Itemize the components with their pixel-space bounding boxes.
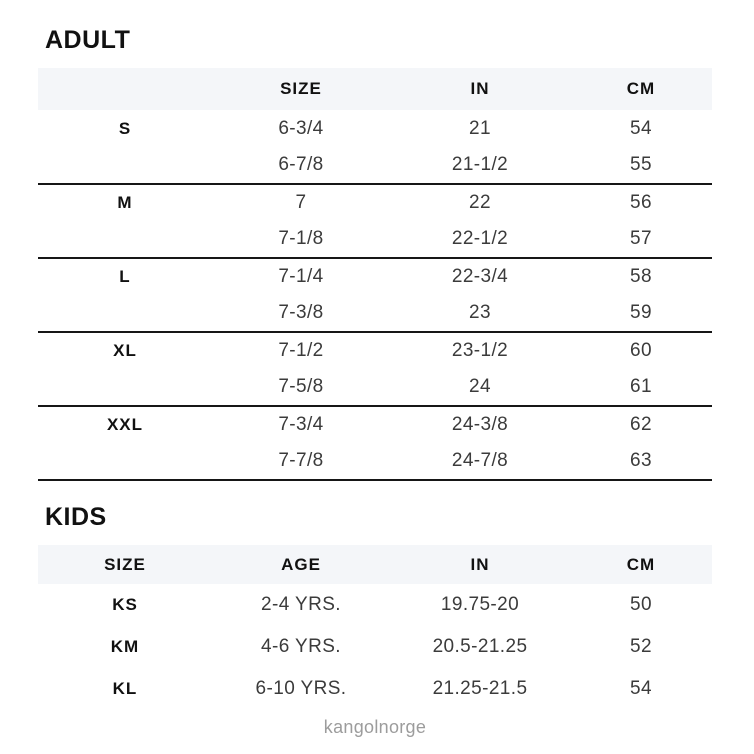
brand-watermark: kangolnorge: [323, 717, 427, 737]
cell-in: 22-3/4: [451, 266, 509, 287]
cell-size: 7-5/8: [278, 376, 324, 397]
cell-in: 23: [469, 302, 491, 323]
table-row: [38, 584, 712, 626]
cell-cm: 55: [630, 154, 652, 175]
cell-in: 21-1/2: [451, 154, 509, 175]
adult-group-xl: [38, 332, 712, 406]
table-row: [38, 184, 712, 221]
table-row: [38, 110, 712, 147]
cell-cm: 52: [630, 636, 652, 657]
size-group-label-empty: [38, 443, 212, 480]
kids-size-label: KM: [110, 637, 140, 656]
cell-cm: 61: [630, 376, 652, 397]
cell-in: 24-7/8: [451, 450, 509, 471]
cell-age: 6-10 YRS.: [255, 678, 347, 699]
kids-header-in: IN: [390, 545, 570, 584]
cell-cm: 57: [630, 228, 652, 249]
cell-size: 7-3/8: [278, 302, 324, 323]
cell-cm: 59: [630, 302, 652, 323]
cell-cm: 62: [630, 414, 652, 435]
cell-cm: 50: [630, 594, 652, 615]
adult-header-in: IN: [390, 68, 570, 110]
kids-header-cm: CM: [570, 545, 712, 584]
kids-size-table: [38, 545, 712, 710]
adult-header-cm: CM: [570, 68, 712, 110]
cell-cm: 56: [630, 192, 652, 213]
size-group-label: M: [117, 193, 133, 212]
adult-group-l: [38, 258, 712, 332]
cell-in: 22-1/2: [451, 228, 509, 249]
table-row: [38, 258, 712, 295]
table-row: [38, 668, 712, 710]
adult-header-row: [38, 68, 712, 110]
cell-size: 7-7/8: [278, 450, 324, 471]
cell-size: 6-7/8: [278, 154, 324, 175]
cell-size: 7-1/8: [278, 228, 324, 249]
adult-section-title: ADULT: [45, 26, 131, 54]
cell-size: 7-1/4: [278, 266, 324, 287]
table-row: [38, 147, 712, 184]
cell-in: 20.5-21.25: [432, 636, 528, 657]
cell-cm: 54: [630, 678, 652, 699]
cell-age: 4-6 YRS.: [261, 636, 341, 657]
cell-in: 24-3/8: [451, 414, 509, 435]
size-group-label: L: [119, 267, 131, 286]
table-row: [38, 406, 712, 443]
table-row: [38, 443, 712, 480]
table-row: [38, 332, 712, 369]
adult-header-size: SIZE: [212, 68, 390, 110]
size-group-label: XXL: [106, 415, 144, 434]
cell-in: 24: [469, 376, 491, 397]
cell-cm: 60: [630, 340, 652, 361]
table-row: [38, 221, 712, 258]
cell-size: 7: [295, 192, 307, 213]
adult-header-blank: [38, 68, 212, 110]
size-group-label-empty: [38, 369, 212, 406]
cell-in: 23-1/2: [451, 340, 509, 361]
kids-size-label: KL: [112, 679, 138, 698]
cell-age: 2-4 YRS.: [261, 594, 341, 615]
table-row: [38, 295, 712, 332]
size-group-label-empty: [38, 295, 212, 332]
table-row: [38, 369, 712, 406]
cell-cm: 54: [630, 117, 652, 139]
cell-in: 22: [469, 192, 491, 213]
kids-header-age: AGE: [212, 545, 390, 584]
adult-size-table: [38, 68, 712, 481]
cell-in: 21.25-21.5: [432, 678, 528, 699]
cell-size: 7-3/4: [278, 414, 324, 435]
cell-cm: 58: [630, 266, 652, 287]
size-group-label-empty: [38, 221, 212, 258]
kids-section-title: KIDS: [45, 503, 107, 531]
size-group-label: S: [118, 118, 132, 138]
cell-in: 19.75-20: [440, 594, 520, 615]
size-group-label: XL: [113, 341, 137, 360]
cell-size: 6-3/4: [278, 117, 324, 139]
cell-size: 7-1/2: [278, 340, 324, 361]
size-group-label-empty: [38, 147, 212, 184]
adult-group-s: [38, 110, 712, 184]
kids-header-row: [38, 545, 712, 584]
kids-size-label: KS: [112, 595, 138, 614]
cell-cm: 63: [630, 450, 652, 471]
adult-group-m: [38, 184, 712, 258]
kids-header-size: SIZE: [38, 545, 212, 584]
table-row: [38, 626, 712, 668]
adult-group-xxl: [38, 406, 712, 480]
cell-in: 21: [469, 117, 491, 139]
